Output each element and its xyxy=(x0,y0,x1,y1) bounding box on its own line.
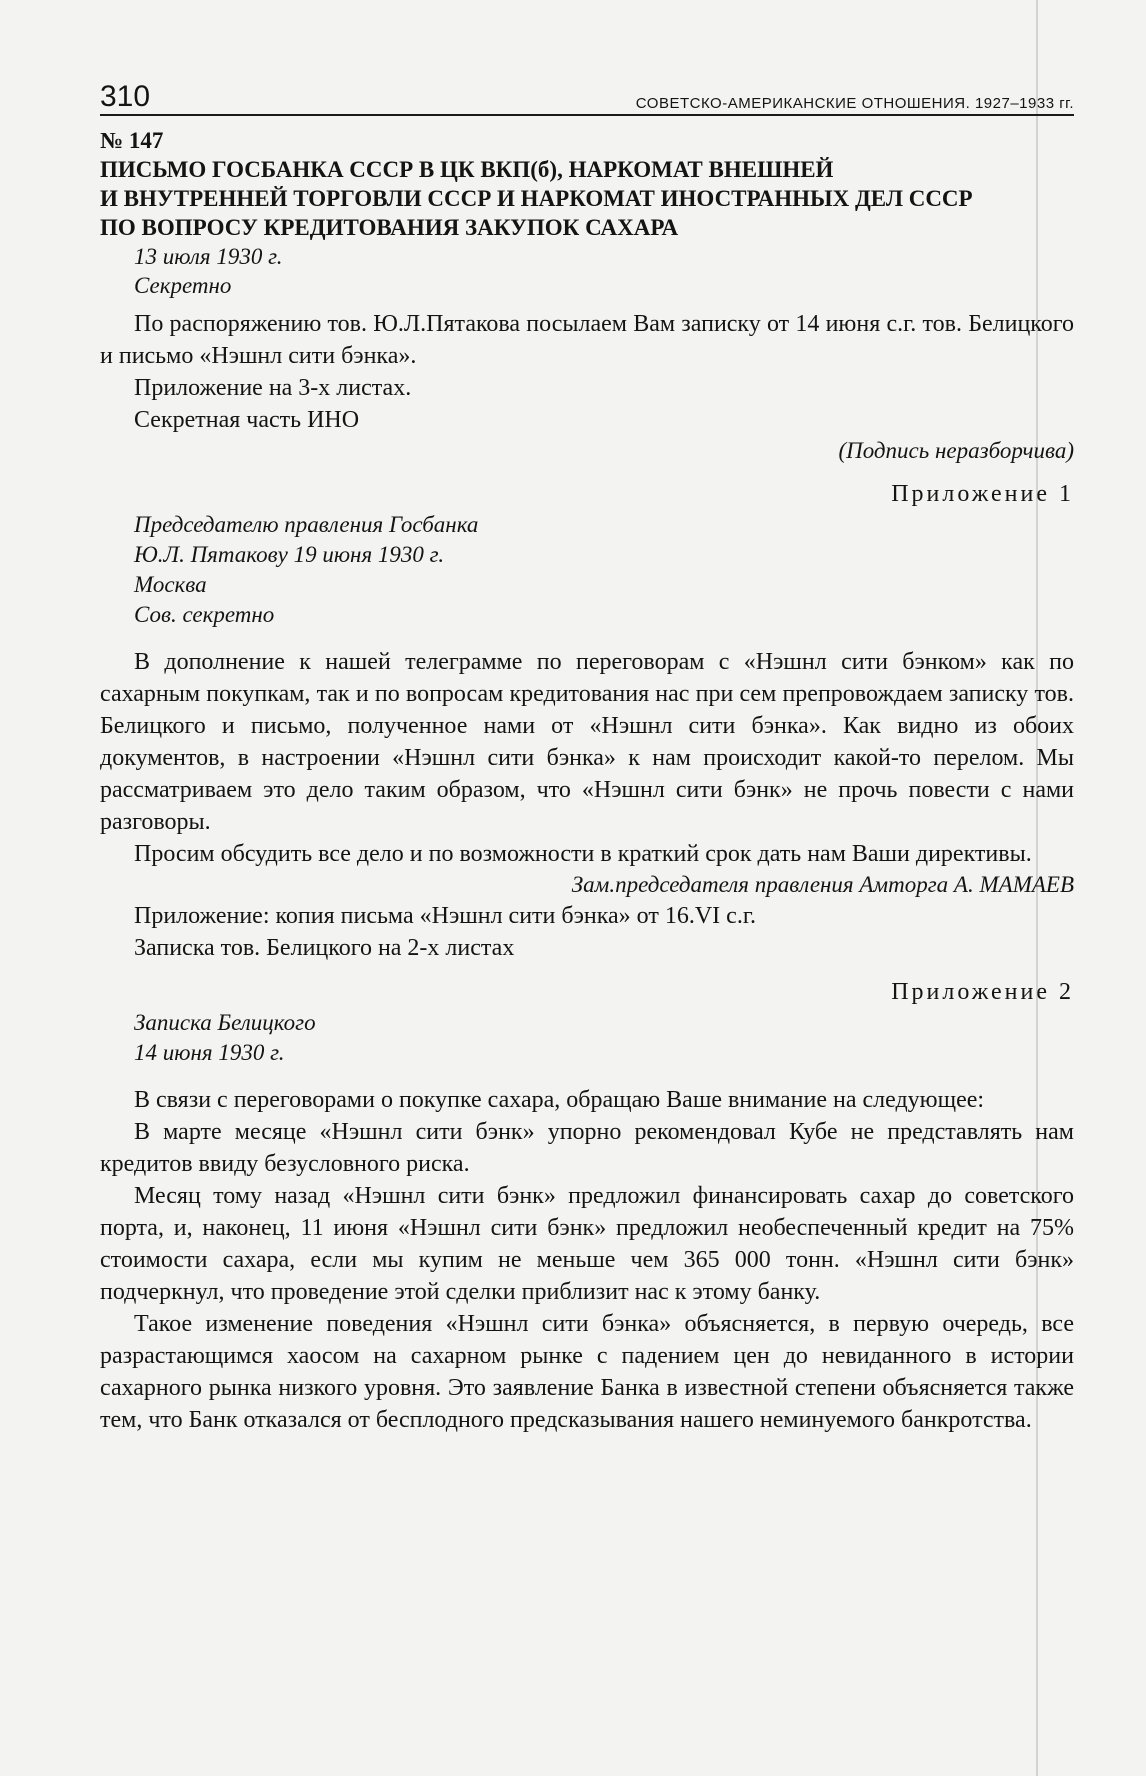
appendix-1-paragraph: Просим обсудить все дело и по возможности в краткий срок дать нам Ваши директивы. xyxy=(134,841,1032,867)
appendix-2-label: Приложение 2 xyxy=(891,979,1074,1005)
appendix-2-paragraph: Такое изменение поведения «Нэшнл сити бэнка» объясняется, в первую очередь, все разрастающимся хаосом на сахарном рынке с падением цен до невиданного в истории сахарного рынка низкого уровня. Это заявление Банка в известной степени объясняется также тем, что Банк отказался от бесплодного предсказывания нашего неминуемого банкротства. xyxy=(100,1311,1074,1433)
document-classification: Секретно xyxy=(134,273,232,298)
book-title: СОВЕТСКО-АМЕРИКАНСКИЕ ОТНОШЕНИЯ. 1927–1933 гг. xyxy=(635,95,1074,112)
appendix-2-paragraph: Месяц тому назад «Нэшнл сити бэнк» предложил финансировать сахар до советского порта, и, наконец, 11 июня «Нэшнл сити бэнк» предложил необеспеченный кредит на 75% стоимости сахара, если мы купим не меньше чем 365 000 тонн. «Нэшнл сити бэнк» подчеркнул, что проведение этой сделки приблизит нас к этому банку. xyxy=(100,1183,1074,1305)
document-date: 13 июля 1930 г. xyxy=(134,244,283,269)
appendix-2-heading: Записка Белицкого xyxy=(134,1010,316,1035)
page-content xyxy=(100,78,1074,1436)
addressee-line: Председателю правления Госбанка xyxy=(134,512,479,537)
appendix-1-label: Приложение 1 xyxy=(891,481,1074,507)
addressee-line: Москва xyxy=(134,572,207,597)
appendix-1-paragraph: В дополнение к нашей телеграмме по переговорам с «Нэшнл сити бэнком» как по сахарным покупкам, так и по вопросам кредитования нас при сем препровождаем записку тов. Белицкого и письмо, полученное нами от «Нэшнл сити бэнка». Как видно из обоих документов, в настроении «Нэшнл сити бэнка» к нам происходит какой-то перелом. Мы рассматриваем это дело таким образом, что «Нэшнл сити бэнк» не прочь повести с нами разговоры. xyxy=(100,649,1074,835)
appendix-1-signature: Зам.председателя правления Амторга А. МАМАЕВ xyxy=(571,872,1074,897)
sender: Секретная часть ИНО xyxy=(134,407,360,433)
addressee-line: Сов. секретно xyxy=(134,602,275,627)
document-number: № 147 xyxy=(100,128,164,153)
appendix-2-paragraph: В марте месяце «Нэшнл сити бэнк» упорно рекомендовал Кубе не представлять нам кредитов ввиду безусловного риска. xyxy=(100,1119,1074,1177)
document-title-line: ПИСЬМО ГОСБАНКА СССР В ЦК ВКП(б), НАРКОМАТ ВНЕШНЕЙ xyxy=(100,157,834,182)
appendix-2-date: 14 июня 1930 г. xyxy=(134,1040,285,1065)
document-body: По распоряжению тов. Ю.Л.Пятакова посылаем Вам записку от 14 июня с.г. тов. Белицкого и письмо «Нэшнл сити бэнка». xyxy=(100,311,1074,369)
document-title-line: ПО ВОПРОСУ КРЕДИТОВАНИЯ ЗАКУПОК САХАРА xyxy=(100,215,679,240)
document-title-line: И ВНУТРЕННЕЙ ТОРГОВЛИ СССР И НАРКОМАТ ИНОСТРАННЫХ ДЕЛ СССР xyxy=(100,186,973,211)
page-number: 310 xyxy=(100,80,151,113)
appendix-1-enclosure: Записка тов. Белицкого на 2-х листах xyxy=(134,935,515,961)
document-title xyxy=(100,155,1074,242)
appendix-1-enclosure: Приложение: копия письма «Нэшнл сити бэнка» от 16.VI с.г. xyxy=(134,903,756,929)
attachment-note: Приложение на 3-х листах. xyxy=(134,375,412,401)
addressee-line: Ю.Л. Пятакову 19 июня 1930 г. xyxy=(134,542,445,567)
document-signature: (Подпись неразборчива) xyxy=(838,438,1074,463)
appendix-1-addressee xyxy=(100,510,1074,630)
appendix-2-paragraph: В связи с переговорами о покупке сахара, обращаю Ваше внимание на следующее: xyxy=(134,1087,985,1113)
running-header xyxy=(100,78,1074,116)
